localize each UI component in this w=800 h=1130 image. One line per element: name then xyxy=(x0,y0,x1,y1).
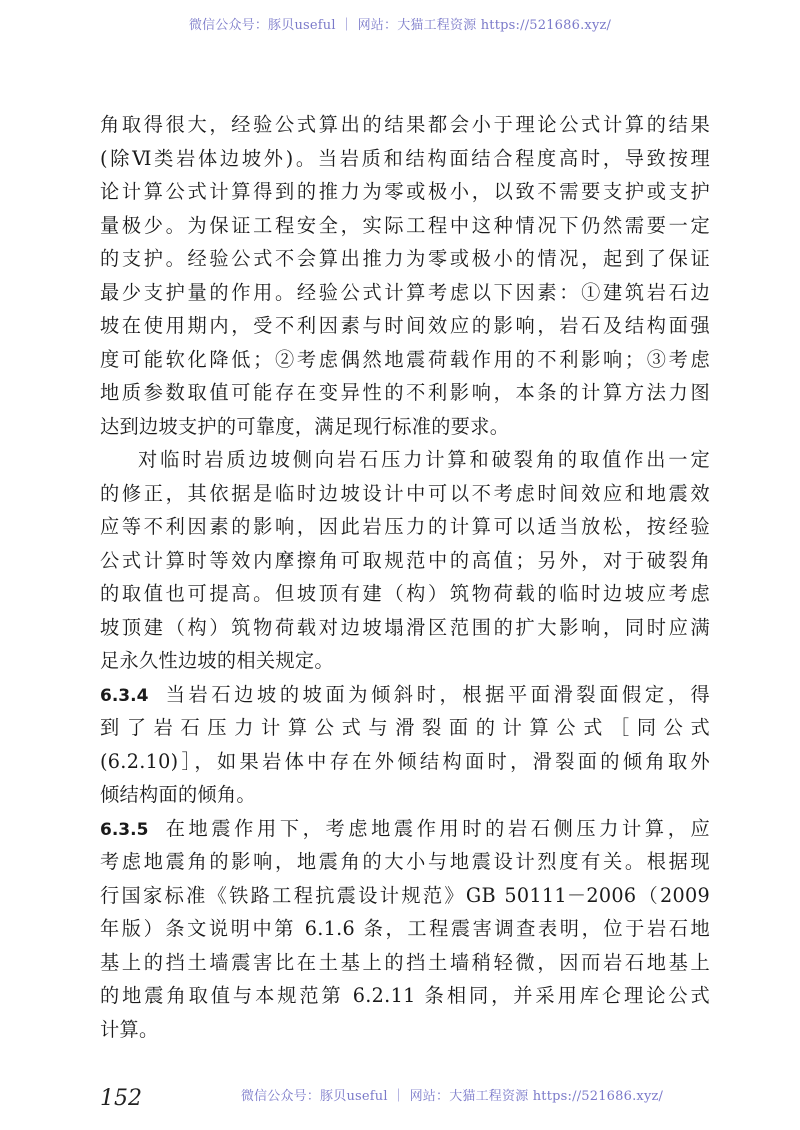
text-line: 坡在使用期内，受不利因素与时间效应的影响，岩石及结构面强 xyxy=(100,314,710,337)
text-line: 量极少。为保证工程安全，实际工程中这种情况下仍然需要一定 xyxy=(100,213,710,237)
text-line: 论计算公式计算得到的推力为零或极小，以致不需要支护或支护 xyxy=(100,180,710,203)
text-line: 倾结构面的倾角。 xyxy=(100,783,256,806)
text-line: (除Ⅵ类岩体边坡外)。当岩质和结构面结合程度高时，导致按理 xyxy=(100,146,710,170)
text-line: 应等不利因素的影响，因此岩压力的计算可以适当放松，按经验 xyxy=(100,515,710,538)
text-line: 行国家标准《铁路工程抗震设计规范》GB 50111－2006（2009 xyxy=(100,883,710,907)
page-body xyxy=(100,108,710,1046)
text-line: 达到边坡支护的可靠度，满足现行标准的要求。 xyxy=(100,414,510,438)
section-number: 6.3.5 xyxy=(100,819,149,840)
text-line: 坡顶建（构）筑物荷载对边坡塌滑区范围的扩大影响，同时应满 xyxy=(100,615,710,639)
text-line: 到了岩石压力计算公式与滑裂面的计算公式［同公式 xyxy=(100,716,710,739)
text-line: 计算。 xyxy=(100,1017,159,1041)
text-line: 基上的挡土墙震害比在土基上的挡土墙稍轻微，因而岩石地基上 xyxy=(100,950,710,974)
text-line: 度可能软化降低；②考虑偶然地震荷载作用的不利影响；③考虑 xyxy=(100,347,710,371)
section-number: 6.3.4 xyxy=(100,685,149,706)
text-line: 考虑地震角的影响，地震角的大小与地震设计烈度有关。根据现 xyxy=(100,850,710,873)
text-line: 年版）条文说明中第 6.1.6 条，工程震害调查表明，位于岩石地 xyxy=(100,917,710,940)
text-span: 在地震作用下，考虑地震作用时的岩石侧压力计算，应 xyxy=(162,816,710,840)
section-6-3-5-first-line xyxy=(100,812,710,846)
text-span: 当岩石边坡的坡面为倾斜时，根据平面滑裂面假定，得 xyxy=(162,682,710,706)
text-line: 地质参数取值可能存在变异性的不利影响，本条的计算方法力图 xyxy=(100,381,710,404)
text-line: 的取值也可提高。但坡顶有建（构）筑物荷载的临时边坡应考虑 xyxy=(100,582,710,605)
section-6-3-4-first-line xyxy=(100,678,710,712)
page-number: 152 xyxy=(100,1086,142,1111)
watermark-top: 微信公众号：豚贝useful ｜ 网站：大猫工程资源 https://521686.xyz/ xyxy=(188,18,612,33)
text-line: 足永久性边坡的相关规定。 xyxy=(100,649,334,672)
text-line: 的修正，其依据是临时边坡设计中可以不考虑时间效应和地震效 xyxy=(100,481,710,505)
text-line: 的地震角取值与本规范第 6.2.11 条相同，并采用库仑理论公式 xyxy=(100,984,710,1007)
text-line: 的支护。经验公式不会算出推力为零或极小的情况，起到了保证 xyxy=(100,247,710,270)
watermark-bottom: 微信公众号：豚贝useful ｜ 网站：大猫工程资源 https://521686.xyz/ xyxy=(240,1089,664,1104)
text-line: 角取得很大，经验公式算出的结果都会小于理论公式计算的结果 xyxy=(100,113,710,136)
text-line: 公式计算时等效内摩擦角可取规范中的高值；另外，对于破裂角 xyxy=(100,548,710,572)
text-line: 最少支护量的作用。经验公式计算考虑以下因素：①建筑岩石边 xyxy=(100,280,710,304)
text-line: 对临时岩质边坡侧向岩石压力计算和破裂角的取值作出一定 xyxy=(138,448,710,471)
text-line: (6.2.10)］，如果岩体中存在外倾结构面时，滑裂面的倾角取外 xyxy=(100,749,710,773)
